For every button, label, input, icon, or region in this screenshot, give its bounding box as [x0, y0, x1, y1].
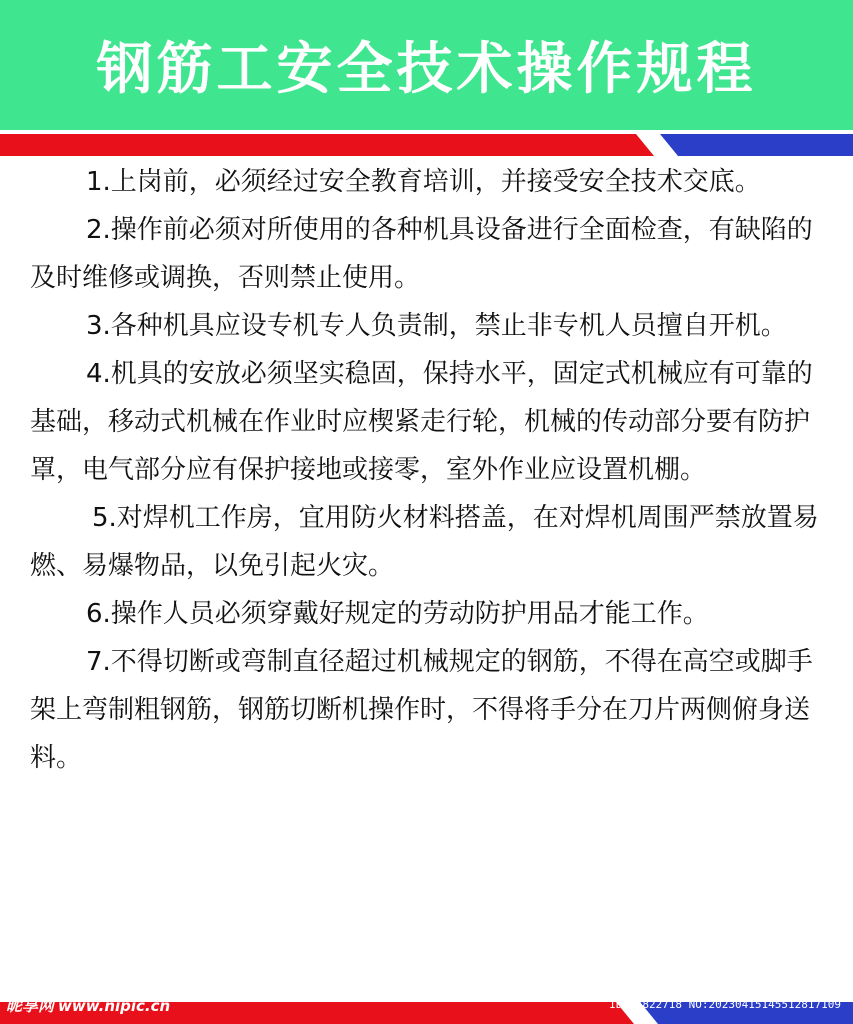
page-title: 钢筋工安全技术操作规程 [96, 37, 757, 102]
watermark [6, 992, 170, 1020]
rule-paragraph: 7.不得切断或弯制直径超过机械规定的钢筋，不得在高空或脚手架上弯制粗钢筋，钢筋切断机操作时，不得将手分在刀片两侧俯身送料。 [30, 647, 813, 773]
rule-paragraph: 4.机具的安放必须坚实稳固，保持水平，固定式机械应有可靠的基础，移动式机械在作业时应楔紧走行轮，机械的传动部分要有防护罩，电气部分应有保护接地或接零，室外作业应设置机棚。 [30, 359, 813, 485]
rule-paragraph: 5.对焊机工作房，宜用防火材料搭盖，在对焊机周围严禁放置易燃、易爆物品，以免引起火灾。 [30, 503, 819, 581]
rule-paragraph: 6.操作人员必须穿戴好规定的劳动防护用品才能工作。 [86, 599, 709, 629]
rule-paragraph: 2.操作前必须对所使用的各种机具设备进行全面检查，有缺陷的及时维修或调换，否则禁止使用。 [30, 215, 813, 293]
header-stripe [0, 130, 853, 156]
stripe-blue [660, 134, 853, 156]
rule-paragraph: 1.上岗前，必须经过安全教育培训，并接受安全技术交底。 [86, 167, 761, 197]
image-id-text: ID:34822718 NO:20230415145512817109 [609, 998, 841, 1011]
rules-content [30, 158, 830, 782]
stripe-red [0, 134, 654, 156]
title-banner [0, 0, 853, 130]
watermark-site: www.nipic.cn [58, 997, 171, 1015]
watermark-brand: 昵享网 [6, 996, 55, 1015]
rule-paragraph: 3.各种机具应设专机专人负责制，禁止非专机人员擅自开机。 [86, 311, 787, 341]
